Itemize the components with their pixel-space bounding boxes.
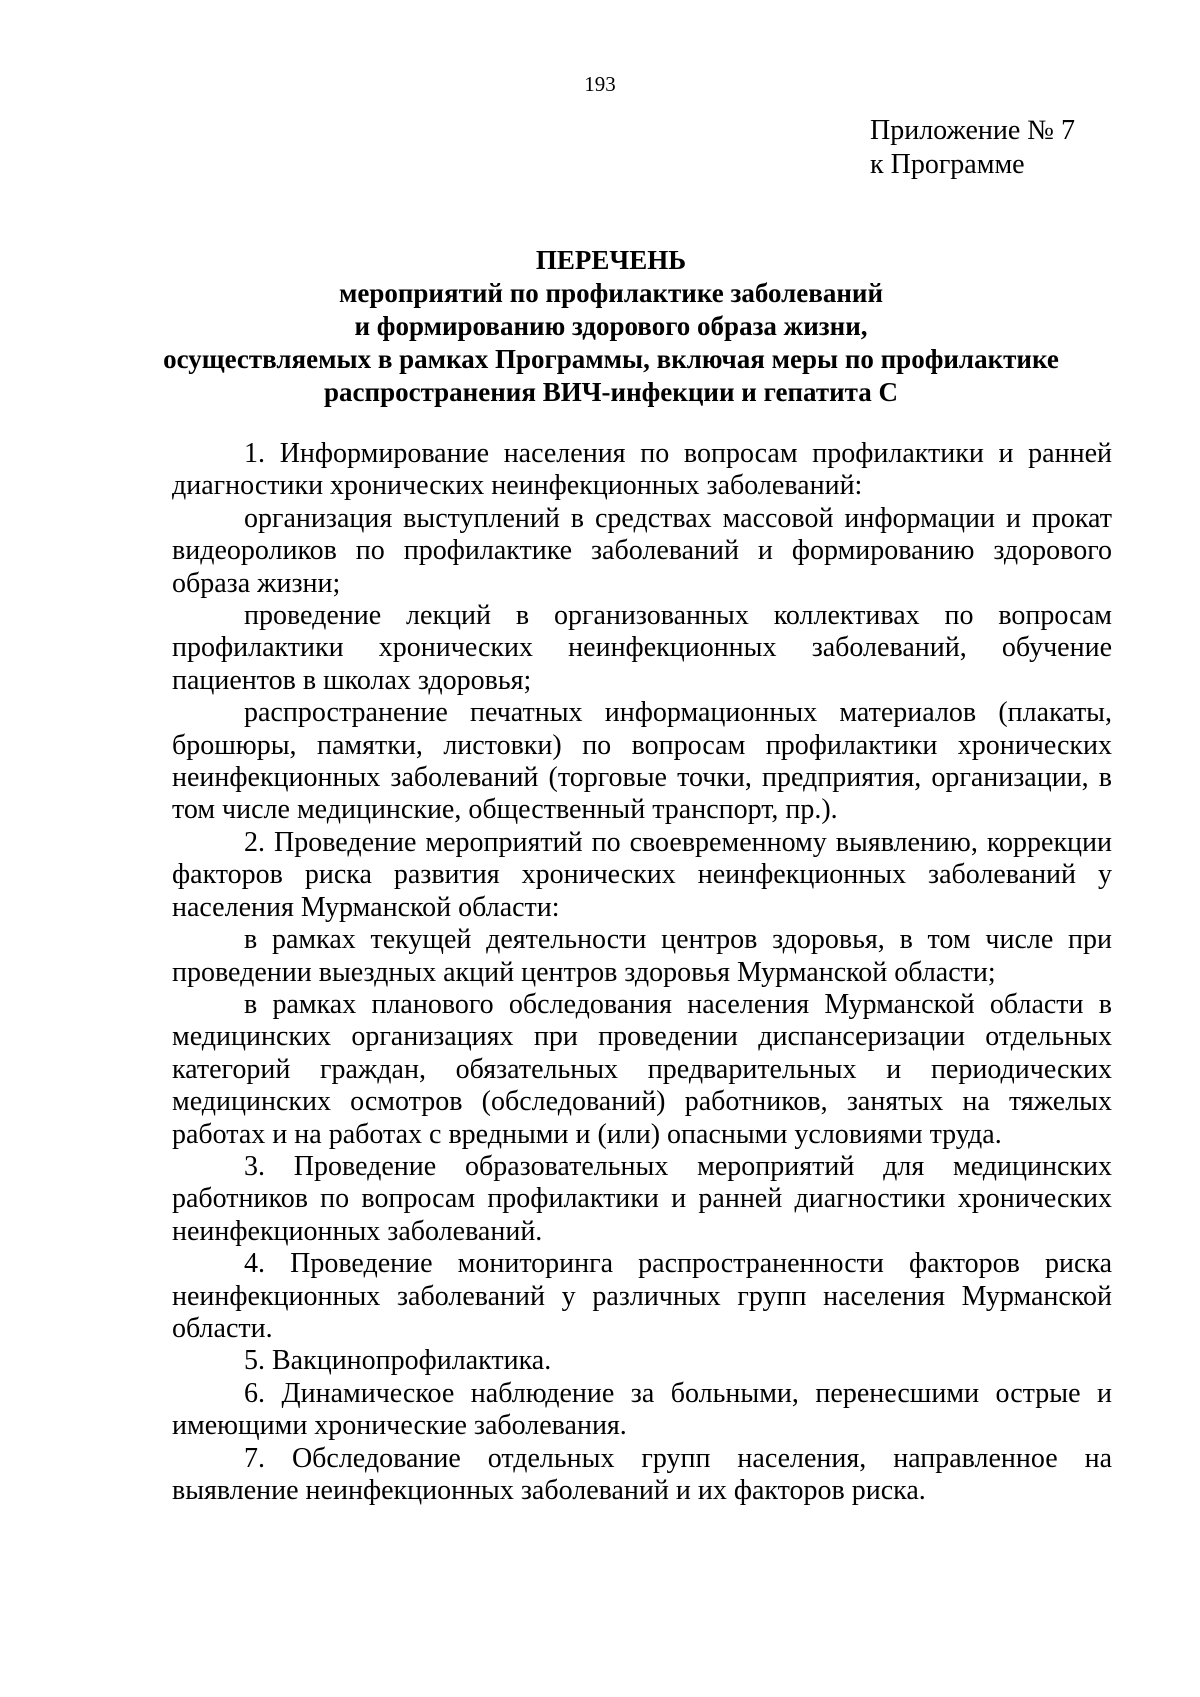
paragraph-item-7: 7. Обследование отдельных групп населения, направленное на выявление неинфекционных заболеваний и их факторов риска. (172, 1442, 1112, 1506)
paragraph-item-6: 6. Динамическое наблюдение за больными, перенесшими острые и имеющими хронические заболевания. (172, 1377, 1112, 1442)
document-title: ПЕРЕЧЕНЬ (535, 245, 687, 275)
paragraph-subitem: в рамках текущей деятельности центров здоровья, в том числе при проведении выездных акций центров здоровья Мурманской области; (172, 924, 1112, 988)
paragraph-item-4: 4. Проведение мониторинга распространенности факторов риска неинфекционных заболеваний у различных групп населения Мурманской области. (172, 1248, 1112, 1344)
appendix-number: Приложение № 7 (870, 115, 1075, 146)
page-number: 193 (584, 72, 616, 96)
paragraph-item-5: 5. Вакцинопрофилактика. (244, 1345, 552, 1377)
appendix-reference (870, 114, 1075, 182)
heading-line: и формированию здорового образа жизни, (354, 311, 868, 341)
paragraph-subitem: проведение лекций в организованных коллективах по вопросам профилактики хронических неинфекционных заболеваний, обучение пациентов в школах здоровья; (172, 600, 1112, 696)
paragraph-item-1: 1. Информирование населения по вопросам профилактики и ранней диагностики хронических неинфекционных заболеваний: (172, 438, 1112, 502)
appendix-target: к Программе (870, 149, 1025, 180)
paragraph-item-2: 2. Проведение мероприятий по своевременному выявлению, коррекции факторов риска развития хронических неинфекционных заболеваний у населения Мурманской области: (172, 826, 1112, 923)
heading-line: мероприятий по профилактике заболеваний (338, 278, 884, 308)
heading-line: распространения ВИЧ-инфекции и гепатита С (324, 377, 898, 407)
paragraph-item-3: 3. Проведение образовательных мероприятий для медицинских работников по вопросам профилактики и ранней диагностики хронических неинфекционных заболеваний. (172, 1150, 1112, 1247)
document-heading (150, 244, 1072, 409)
document-body (172, 438, 1112, 1507)
paragraph-subitem: организация выступлений в средствах массовой информации и прокат видеороликов по профилактике заболеваний и формированию здорового образа жизни; (172, 502, 1112, 599)
heading-line: осуществляемых в рамках Программы, включая меры по профилактике (163, 344, 1059, 374)
paragraph-subitem: в рамках планового обследования населения Мурманской области в медицинских организациях при проведении диспансеризации отдельных категорий граждан, обязательных предварительных и периодических медицинских осмотров (обследований) работников, занятых на тяжелых работах и на работах с вредными и (или) опасными условиями труда. (172, 988, 1112, 1150)
paragraph-subitem: распространение печатных информационных материалов (плакаты, брошюры, памятки, листовки) по вопросам профилактики хронических неинфекционных заболеваний (торговые точки, предприятия, организации, в том числе медицинские, общественный транспорт, пр.). (172, 697, 1112, 826)
